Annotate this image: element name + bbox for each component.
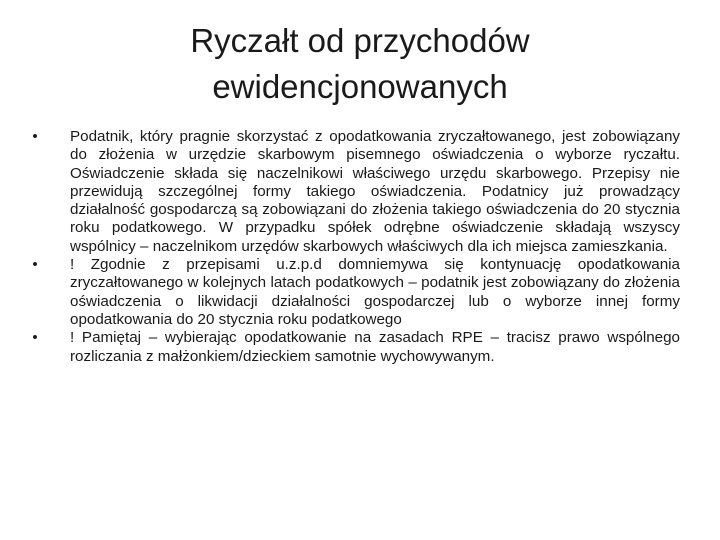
bullet-icon: • — [32, 256, 38, 274]
bullet-text-1: Podatnik, który pragnie skorzystać z opodatkowania zryczałtowanego, jest zobowiązany do złożenia w urzędzie skarbowym pisemnego oświadczenia o wyborze ryczałtu. Oświadczenie składa się naczelnikowi właściwego urzędu skarbowego. Przepisy nie przewidują szczególnej formy takiego oświadczenia. Podatnicy już prowadzący działalność gospodarczą są zobowiązani do złożenia takiego oświadczenia do 20 stycznia roku podatkowego. W przypadku spółek odrębne oświadczenie składają wszyscy wspólnicy – naczelnikom urzędów skarbowych właściwych dla ich miejsca zamieszkania. — [70, 128, 680, 255]
title-line-1: Ryczałt od przychodów — [190, 22, 530, 59]
bullet-text-2: ! Zgodnie z przepisami u.z.p.d domniemywa się kontynuację opodatkowania zryczałtowanego w kolejnych latach podatkowych – podatnik jest zobowiązany do złożenia oświadczenia o likwidacji działalności gospodarczej lub o wyborze innej formy opodatkowania do 20 stycznia roku podatkowego — [70, 256, 680, 328]
bullet-icon: • — [32, 128, 38, 145]
slide-title — [60, 18, 660, 110]
bullet-text-3: ! Pamiętaj – wybierając opodatkowanie na zasadach RPE – tracisz prawo wspólnego rozliczania z małżonkiem/dzieckiem samotnie wychowywanym. — [70, 329, 680, 365]
title-line-2: ewidencjonowanych — [212, 68, 508, 105]
bullet-item-2 — [28, 256, 680, 329]
bullet-item-3 — [28, 329, 680, 366]
bullet-item-1 — [28, 128, 680, 256]
bullet-icon: • — [32, 329, 38, 347]
bullet-list — [28, 128, 680, 366]
